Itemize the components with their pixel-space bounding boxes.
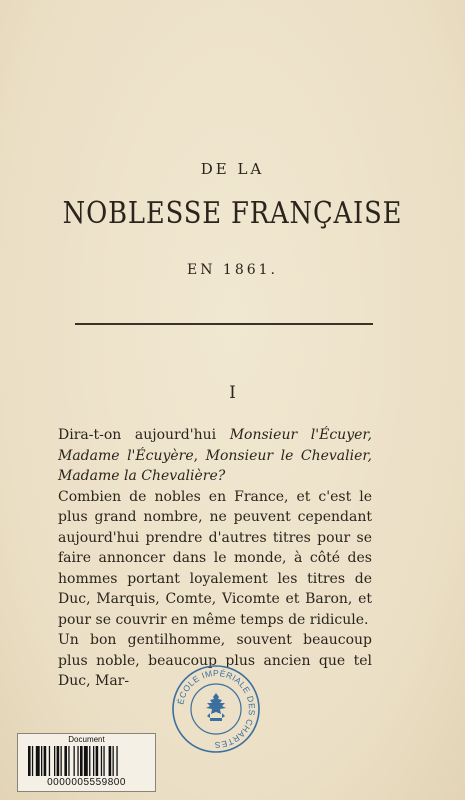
barcode-bar (54, 746, 55, 776)
barcode-number: 0000005559800 (47, 777, 126, 788)
stamp-text: ÉCOLE IMPÉRIALE DES CHARTES (175, 667, 258, 751)
barcode-bar (93, 746, 94, 776)
barcode-bar (101, 746, 102, 776)
paragraph-3-run: Un bon gentilhomme, souvent beaucoup plus noble, beaucoup plus ancien que tel Duc, Mar- (58, 632, 372, 689)
barcode-bar (61, 746, 62, 776)
barcode-bar (84, 746, 88, 776)
book-title: NOBLESSE FRANÇAISE (62, 196, 403, 231)
barcode-bar (28, 746, 31, 776)
barcode-bar (113, 746, 114, 776)
barcode-bar (49, 746, 50, 776)
barcode-bar (103, 746, 104, 776)
paragraph-1 (58, 425, 372, 487)
barcode-bar (32, 746, 33, 776)
barcode-bar (116, 746, 117, 776)
paragraph-1-run: , (193, 447, 206, 464)
heading-year: EN 1861. (187, 262, 278, 278)
paragraph-1-italic-run: Monsieur le Chevalier, Madame la Chevalière? (58, 447, 373, 484)
barcode-icon (28, 746, 145, 776)
paragraph-1-italic-run: Monsieur l'Écuyer, Madame l'Écuyère (58, 427, 372, 464)
library-stamp (170, 663, 262, 755)
barcode-bar (57, 746, 60, 776)
barcode-bar (80, 746, 83, 776)
barcode-bar (109, 746, 112, 776)
barcode-bar (96, 746, 99, 776)
paragraph-2 (58, 487, 372, 631)
barcode-bar (68, 746, 69, 776)
barcode-bar (44, 746, 47, 776)
barcode-bar (41, 746, 42, 776)
body-text (58, 425, 372, 692)
barcode-caption: Document (68, 735, 105, 744)
section-number: I (229, 383, 236, 403)
barcode-label (17, 733, 156, 792)
heading-de-la: DE LA (200, 160, 265, 178)
barcode-bar (77, 746, 78, 776)
barcode-bar (74, 746, 75, 776)
barcode-bar (64, 746, 67, 776)
paragraph-2-run: Combien de nobles en France, et c'est le plus grand nombre, ne peuvent cependant aujourd'hui prendre d'autres titres pour se faire annoncer dans le monde, à côté des hommes portant loyalement les titres de Duc, Marquis, Comte, Vicomte et Baron, et pour se couvrir en même temps de ridicule. (58, 488, 372, 628)
barcode-bar (89, 746, 90, 776)
eagle-icon (206, 693, 226, 721)
title-rule (75, 323, 373, 325)
paragraph-1-run: Dira-t-on aujourd'hui (58, 427, 230, 443)
barcode-bar (36, 746, 40, 776)
